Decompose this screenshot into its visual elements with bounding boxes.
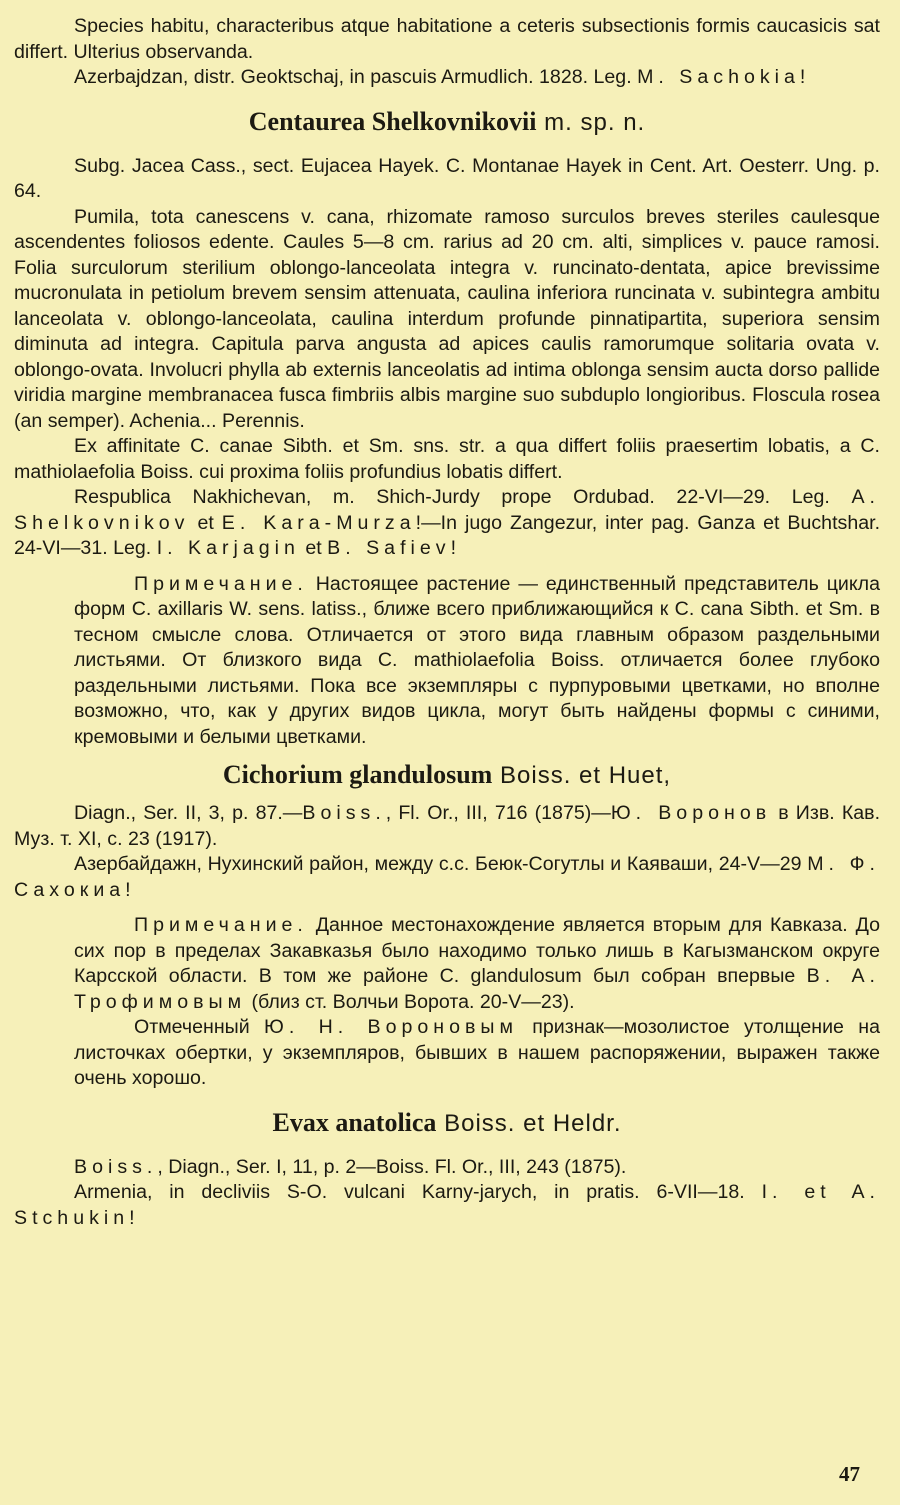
centaurea-note-head: Примечание. (134, 572, 308, 595)
centaurea-loc-a: Respublica Nakhichevan, m. Shich-Jurdy prope Ordubad. 22-VI—29. Leg. (74, 486, 852, 508)
centaurea-loc-b: et (189, 511, 222, 534)
cichorium-note-b: (близ ст. Волчьи Ворота. 20-V—23). (246, 990, 575, 1013)
intro-paragraph: Species habitu, characteribus atque habitatione a ceteris subsectionis formis caucasicis sat differt. Ulterius observanda. (14, 15, 880, 63)
centaurea-subgenus: Subg. Jacea Cass., sect. Eujacea Hayek. C. Montanae Hayek in Cent. Art. Oesterr. Ung. p. 64. (14, 154, 880, 202)
centaurea-collector-a2: E. Kara-Murza (221, 511, 416, 534)
intro-locality-text: Azerbajdzan, distr. Geoktschaj, in pascuis Armudlich. 1828. Leg. (74, 66, 638, 88)
centaurea-suffix: m. sp. n. (536, 108, 646, 136)
evax-references (14, 1155, 880, 1181)
evax-title: Evax anatolica (272, 1107, 437, 1137)
cichorium-note-head: Примечание. (134, 914, 308, 936)
intro-collector: M. Sachokia! (637, 66, 811, 88)
centaurea-loc-e: ! (450, 537, 457, 559)
evax-ref-author: Boiss. (74, 1155, 158, 1178)
evax-collector: I. et A. Stchukin (14, 1181, 880, 1229)
species-heading-centaurea (14, 107, 880, 138)
cichorium-note (14, 913, 880, 1092)
intro-locality (14, 65, 880, 91)
evax-loc-text: Armenia, in decliviis S-O. vulcani Karny-jarych, in pratis. 6-VII—18. (74, 1181, 762, 1203)
centaurea-loc-c: !—In jugo Zangezur, inter pag. Ganza et Buchtshar. 24-VI—31. Leg. (14, 511, 881, 559)
cichorium-ref-a: Diagn., Ser. II, 3, p. 87.— (74, 802, 303, 824)
evax-locality (14, 1180, 880, 1231)
evax-loc-end: ! (129, 1206, 135, 1229)
cichorium-note2-paragraph (74, 1015, 880, 1092)
evax-suffix: Boiss. et Heldr. (436, 1109, 622, 1137)
cichorium-title: Cichorium glandulosum (222, 760, 493, 789)
cichorium-note2-b: признак—мозолистое утолщение на листочках обертки, у экземпляров, бывших в нашем распоряжении, выражен также очень хорошо. (74, 1016, 880, 1089)
centaurea-title: Centaurea Shelkovnikovii (248, 106, 537, 136)
centaurea-collector-b1: I. Karjagin (156, 537, 300, 559)
page-number: 47 (839, 1462, 860, 1486)
cichorium-suffix: Boiss. et Huet, (492, 762, 672, 789)
cichorium-ref-author2: Ю. Воронов (610, 802, 772, 824)
cichorium-note-paragraph (74, 913, 880, 1015)
species-heading-evax (14, 1108, 880, 1139)
cichorium-collector: М. Ф. Сахокиа (14, 853, 880, 901)
evax-ref-text: , Diagn., Ser. I, 11, p. 2—Boiss. Fl. Or., III, 243 (1875). (157, 1155, 627, 1178)
cichorium-ref-author1: Boiss. (302, 802, 386, 824)
cichorium-note2-a: Отмеченный (134, 1016, 265, 1038)
cichorium-note2-collector: Ю. Н. Вороновым (264, 1016, 518, 1038)
centaurea-note-text: Настоящее растение — единственный представитель цикла форм C. axillaris W. sens. latiss., ближе всего приближающийся к C. cana Sibth. et Sm. в тесном смысле слова. Отличается от этого вида главным образом раздельными листьями. От близкого вида C. mathiolaefolia Boiss. отличается более глубоко раздельными листьями. Пока все экземпляры с пурпуровыми цветками, но вполне возможно, что, как у других видов цикла, могут быть найдены формы с синими, кремовыми и белыми цветками. (74, 572, 880, 748)
centaurea-affinity: Ex affinitate C. canae Sibth. et Sm. sns. str. a qua differt foliis praesertim lobatis, a C. mathiolaefolia Boiss. cui proxima foliis profundius lobatis differt. (14, 435, 880, 483)
cichorium-locality (14, 852, 880, 903)
cichorium-loc-end: ! (125, 878, 131, 901)
species-heading-cichorium (14, 760, 880, 791)
centaurea-loc-d: et (299, 537, 328, 559)
centaurea-locality (14, 485, 880, 562)
page-text (14, 14, 880, 1231)
cichorium-references (14, 801, 880, 852)
centaurea-note-paragraph (74, 572, 880, 751)
centaurea-collector-a1: A. Shelkovnikov (14, 486, 880, 534)
centaurea-note (14, 572, 880, 751)
cichorium-loc-text: Азербайдажн, Нухинский район, между с.с. Беюк-Согутлы и Каяваши, 24-V—29 (74, 853, 808, 875)
centaurea-collector-b2: B. Safiev (327, 537, 451, 559)
cichorium-note-a: Данное местонахождение является вторым для Кавказа. До сих пор в пределах Закавказья было находимо только лишь в Кагызманском округе Карсской области. В том же районе C. glandulosum был собран впервые (74, 914, 880, 987)
centaurea-description: Pumila, tota canescens v. cana, rhizomate ramoso surculos breves steriles caulesque ascendentes foliosos edente. Caules 5—8 cm. rarius ad 20 cm. alti, simplices v. pauce ramosi. Folia surculorum sterilium oblongo-lanceolata integra v. runcinato-dentata, apice brevissime mucronulata in petiolum brevem sensim attenuata, caulina inferiora runcinata v. subintegra ambitu lanceolata v. oblongo-lanceolata, caulina interdum profunde pinnatipartita, superiora sensim diminuta ad integra. Capitula parva angusta ad apices caulis ramorumque solitaria ovata v. oblongo-ovata. Involucri phylla ab externis lanceolatis ad intima oblonga sensim aucta dorso pallide viridia margine membranacea fusca fimbriis albis margine suo subduplo longioribus. Floscula rosea (an semper). Achenia... Perennis. (14, 205, 880, 432)
cichorium-note-collector: В. А. Трофимовым (74, 965, 880, 1013)
cichorium-ref-c: в Изв. Кав. Муз. т. XI, с. 23 (1917). (14, 802, 881, 850)
cichorium-ref-b: , Fl. Or., III, 716 (1875)— (385, 802, 611, 824)
